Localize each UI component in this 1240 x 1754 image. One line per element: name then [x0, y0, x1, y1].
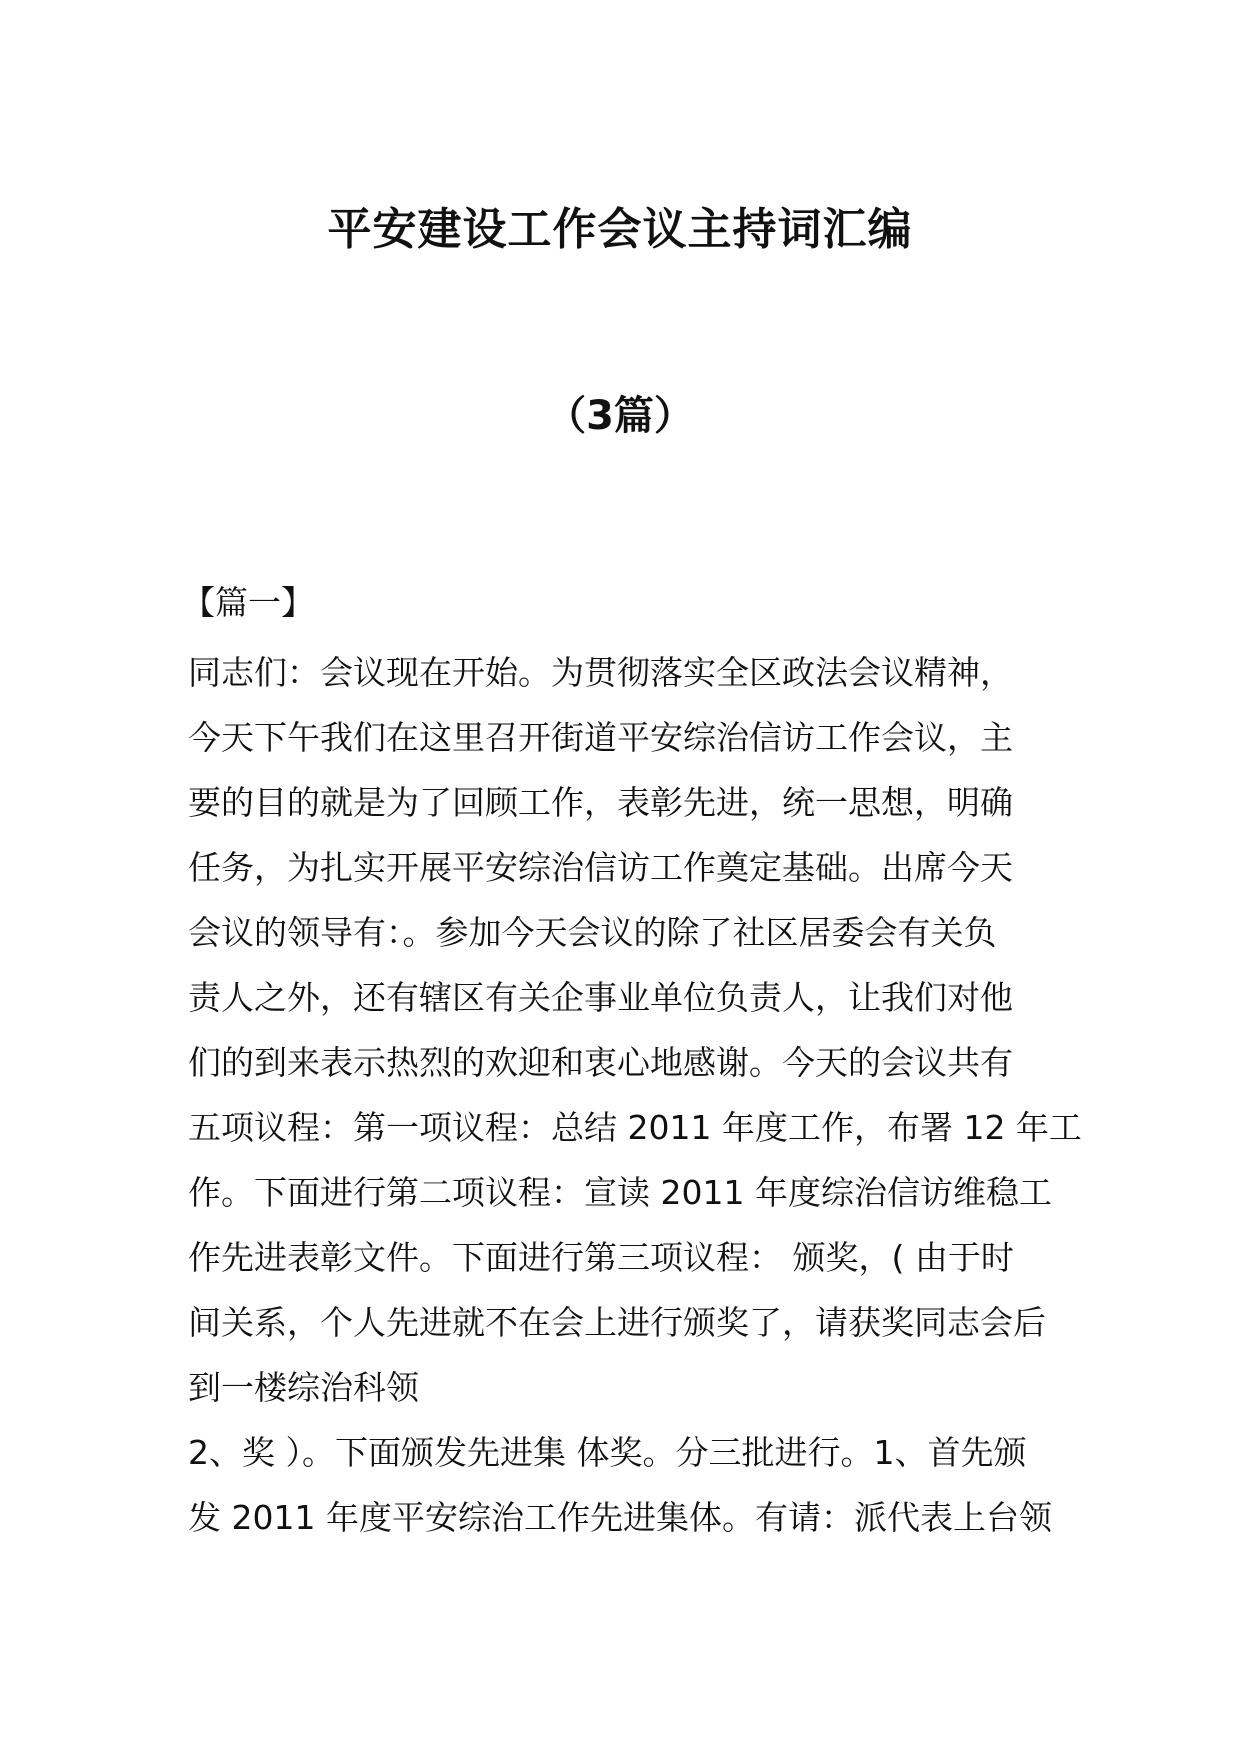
body-line: 任务，为扎实开展平安综治信访工作奠定基础。出席今天 [188, 848, 1013, 887]
body-line: 作先进表彰文件。下面进行第三项议程： 颁奖，( 由于时 [188, 1238, 1014, 1277]
document-subtitle: （3篇） [546, 393, 694, 439]
body-line: 五项议程：第一项议程：总结 2011 年度工作，布署 12 年工 [188, 1108, 1082, 1147]
body-line: 到一楼综治科领 [188, 1368, 419, 1407]
body-line: 会议的领导有：。参加今天会议的除了社区居委会有关负 [188, 913, 997, 952]
body-line: 间关系，个人先进就不在会上进行颁奖了，请获奖同志会后 [188, 1303, 1046, 1342]
body-line: 同志们：会议现在开始。为贯彻落实全区政法会议精神， [188, 653, 1013, 692]
body-line: 发 2011 年度平安综治工作先进集体。有请：派代表上台领 [188, 1498, 1052, 1537]
body-line: 要的目的就是为了回顾工作，表彰先进，统一思想，明确 [188, 783, 1013, 822]
body-line: 2、奖 ）。下面颁发先进集 体奖。分三批进行。1、首先颁 [188, 1433, 1027, 1472]
body-line: 作。下面进行第二项议程：宣读 2011 年度综治信访维稳工 [188, 1173, 1052, 1212]
body-line: 责人之外，还有辖区有关企事业单位负责人，让我们对他 [188, 978, 1013, 1017]
body-line: 们的到来表示热烈的欢迎和衷心地感谢。今天的会议共有 [188, 1043, 1013, 1082]
body-line: 今天下午我们在这里召开街道平安综治信访工作会议，主 [188, 718, 1013, 757]
section-heading: 【篇一】 [182, 583, 314, 622]
body-text [188, 640, 1082, 1550]
document-title: 平安建设工作会议主持词汇编 [327, 204, 913, 255]
